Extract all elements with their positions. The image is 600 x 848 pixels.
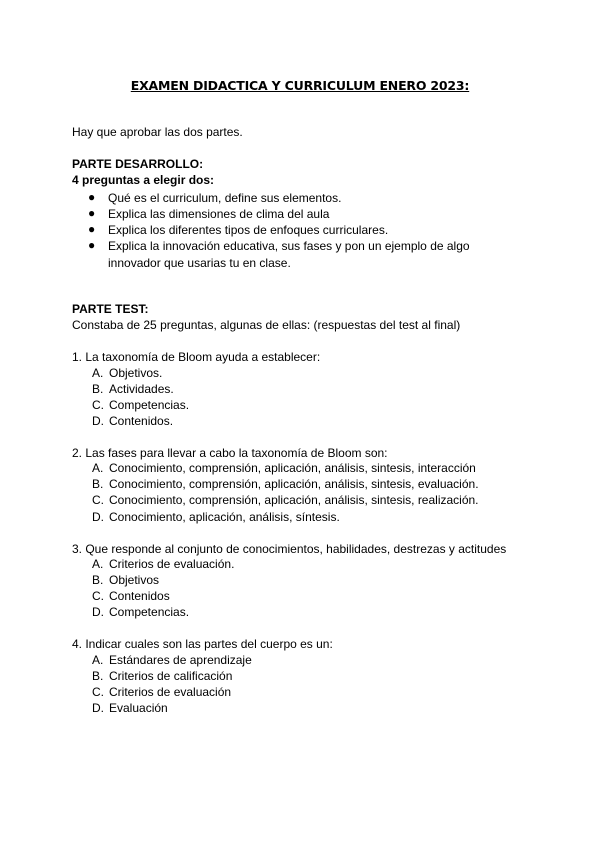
- part2-note: Constaba de 25 preguntas, algunas de ellas: (respuestas del test al final): [72, 318, 461, 332]
- option-text: Competencias.: [109, 398, 190, 412]
- option-letter: C.: [92, 398, 104, 412]
- part1-subheading: 4 preguntas a elegir dos:: [72, 173, 215, 187]
- option-text: Conocimiento, aplicación, análisis, síntesis.: [109, 510, 340, 524]
- option-text: Criterios de evaluación: [109, 685, 232, 699]
- option-letter: A.: [92, 653, 104, 667]
- option-text: Criterios de calificación: [109, 669, 233, 683]
- option-text: Conocimiento, comprensión, aplicación, análisis, sintesis, realización.: [109, 493, 479, 507]
- intro-text: Hay que aprobar las dos partes.: [72, 125, 243, 139]
- option-letter: D.: [92, 414, 104, 428]
- option-text: Objetivos.: [109, 366, 163, 380]
- list-item: Explica la innovación educativa, sus fases y pon un ejemplo de algo: [108, 239, 470, 253]
- question-1-text: 1. La taxonomía de Bloom ayuda a establecer:: [72, 350, 321, 364]
- option-text: Conocimiento, comprensión, aplicación, análisis, sintesis, interacción: [109, 461, 476, 475]
- option-letter: C.: [92, 685, 104, 699]
- bullet-icon: ●: [88, 222, 96, 236]
- option-letter: B.: [92, 669, 104, 683]
- part1-heading: PARTE DESARROLLO:: [72, 157, 204, 171]
- bullet-icon: ●: [88, 190, 96, 204]
- option-text: Contenidos.: [109, 414, 174, 428]
- document-title: EXAMEN DIDACTICA Y CURRICULUM ENERO 2023:: [130, 78, 470, 93]
- bullet-icon: ●: [88, 206, 96, 220]
- list-item: Explica los diferentes tipos de enfoques curriculares.: [108, 223, 389, 237]
- option-letter: B.: [92, 573, 104, 587]
- option-text: Conocimiento, comprensión, aplicación, análisis, sintesis, evaluación.: [109, 477, 479, 491]
- option-text: Objetivos: [109, 573, 160, 587]
- option-letter: D.: [92, 510, 104, 524]
- question-4-text: 4. Indicar cuales son las partes del cuerpo es un:: [72, 637, 333, 651]
- option-letter: A.: [92, 557, 104, 571]
- option-letter: D.: [92, 605, 104, 619]
- option-text: Contenidos: [109, 589, 170, 603]
- option-text: Evaluación: [109, 701, 168, 715]
- part2-heading: PARTE TEST:: [72, 302, 149, 316]
- option-text: Actividades.: [109, 382, 174, 396]
- list-item-continuation: innovador que usarias tu en clase.: [108, 256, 291, 270]
- option-letter: B.: [92, 382, 104, 396]
- option-text: Estándares de aprendizaje: [109, 653, 252, 667]
- list-item: Qué es el curriculum, define sus elementos.: [108, 191, 342, 205]
- list-item: Explica las dimensiones de clima del aula: [108, 207, 330, 221]
- question-3-text: 3. Que responde al conjunto de conocimientos, habilidades, destrezas y actitudes: [72, 542, 507, 556]
- option-letter: C.: [92, 589, 104, 603]
- option-letter: A.: [92, 366, 104, 380]
- option-letter: B.: [92, 477, 104, 491]
- option-letter: D.: [92, 701, 104, 715]
- bullet-icon: ●: [88, 238, 96, 252]
- option-text: Competencias.: [109, 605, 190, 619]
- option-letter: A.: [92, 461, 104, 475]
- question-2-text: 2. Las fases para llevar a cabo la taxonomía de Bloom son:: [72, 446, 388, 460]
- option-text: Criterios de evaluación.: [109, 557, 235, 571]
- option-letter: C.: [92, 493, 104, 507]
